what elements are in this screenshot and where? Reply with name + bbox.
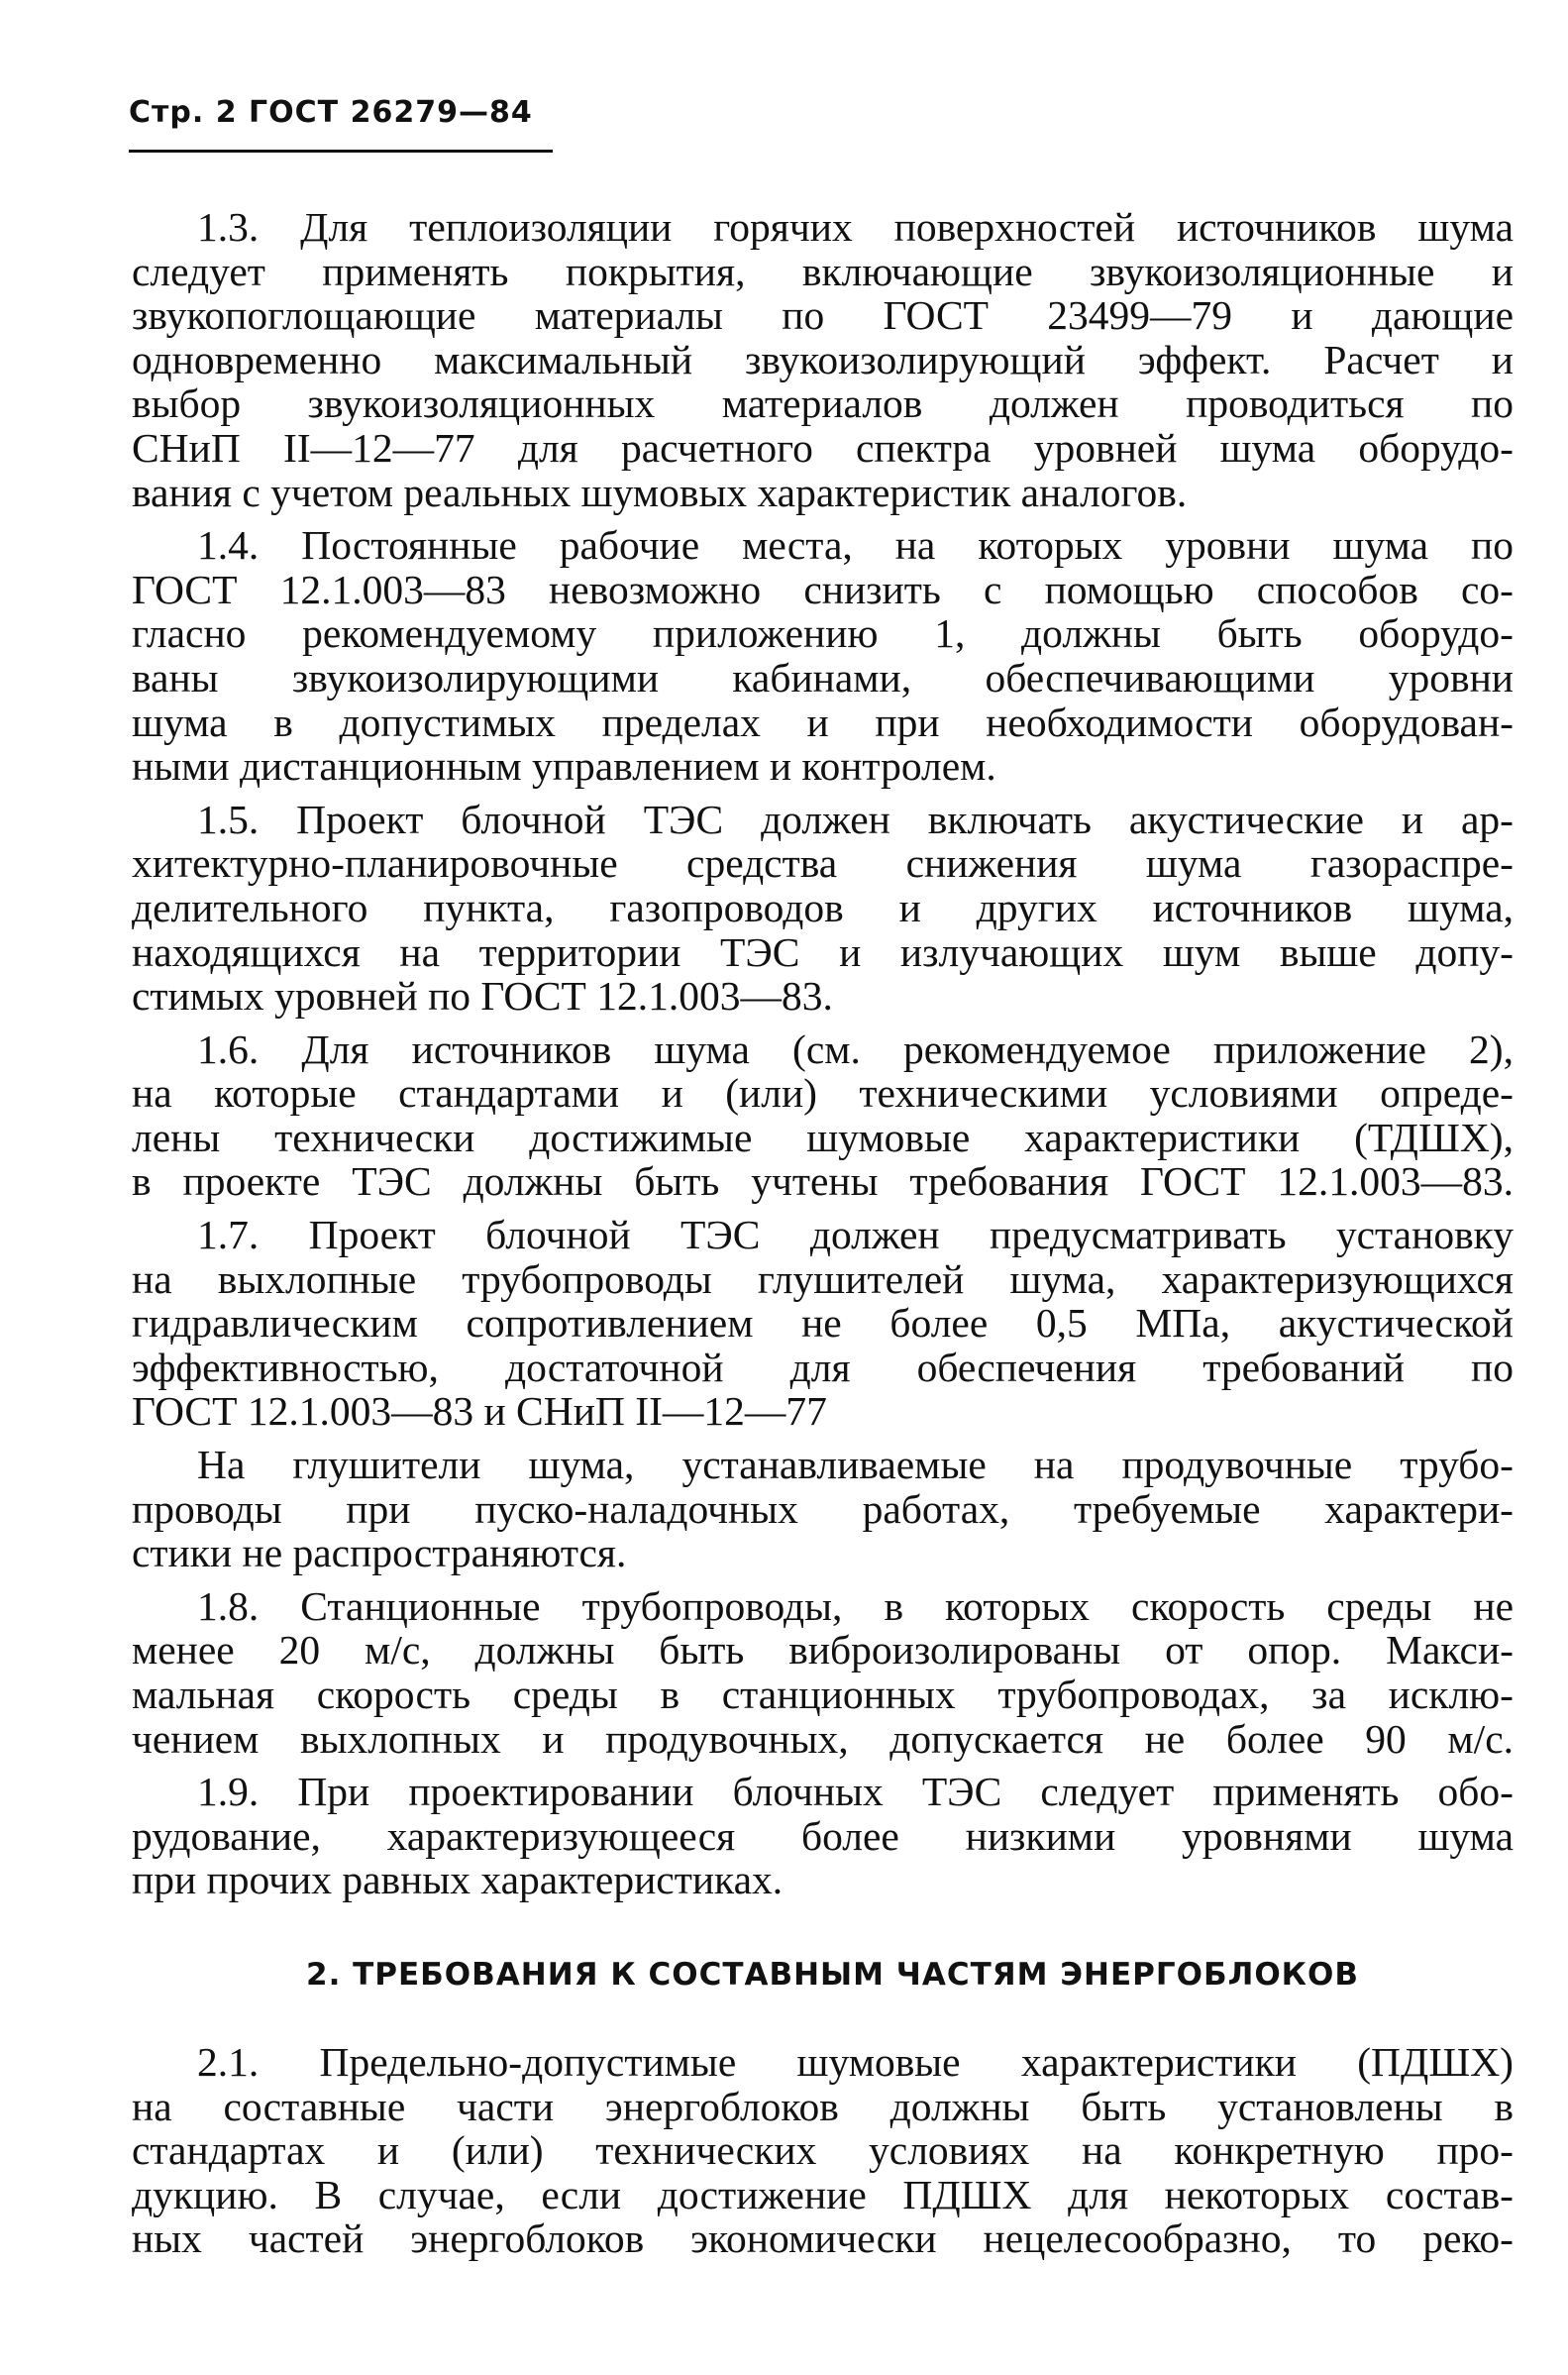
text-line: СНиП II—12—77 для расчетного спектра уровней шума оборудо- <box>132 424 1514 471</box>
paragraph-1-7 <box>132 1213 1514 1434</box>
paragraph-1-7-note <box>132 1443 1514 1575</box>
text-line: менее 20 м/с, должны быть виброизолированы от опор. Макси- <box>132 1627 1514 1673</box>
text-line: 1.4. Постоянные рабочие места, на которых уровни шума по <box>197 522 1514 569</box>
paragraph-1-6 <box>132 1027 1514 1204</box>
paragraph-2-1 <box>132 2040 1514 2261</box>
text-line: гласно рекомендуемому приложению 1, должны быть оборудо- <box>132 610 1514 657</box>
text-line: эффективностью, достаточной для обеспечения требований по <box>132 1344 1514 1390</box>
text-line: на выхлопные трубопроводы глушителей шума, характеризующихся <box>132 1255 1514 1302</box>
text-line: 1.3. Для теплоизоляции горячих поверхностей источников шума <box>197 204 1514 250</box>
text-line: рудование, характеризующееся более низкими уровнями шума <box>132 1812 1514 1859</box>
text-line: лены технически достижимые шумовые характеристики (ТДШХ), <box>132 1114 1514 1160</box>
text-line: стики не распространяются. <box>132 1530 627 1576</box>
text-line: гидравлическим сопротивлением не более 0,5 МПа, акустической <box>132 1300 1514 1347</box>
text-line: ваны звукоизолирующими кабинами, обеспечивающими уровни <box>132 654 1514 701</box>
text-line: шума в допустимых пределах и при необходимости оборудован- <box>132 699 1514 745</box>
text-line: в проекте ТЭС должны быть учтены требования ГОСТ 12.1.003—83. <box>132 1158 1514 1205</box>
text-line: ными дистанционным управлением и контролем. <box>132 743 996 790</box>
text-line: ных частей энергоблоков экономически нецелесообразно, то реко- <box>132 2215 1514 2262</box>
text-line: мальная скорость среды в станционных трубопроводах, за исклю- <box>132 1672 1514 1717</box>
text-line: хитектурно-планировочные средства снижения шума газораспре- <box>132 840 1514 887</box>
text-line: стандартах и (или) технических условиях на конкретную про- <box>132 2127 1514 2174</box>
page-header: Стр. 2 ГОСТ 26279—84 <box>129 95 533 130</box>
text-line: ГОСТ 12.1.003—83 и СНиП II—12—77 <box>132 1388 827 1435</box>
text-line: дукцию. В случае, если достижение ПДШХ для некоторых состав- <box>132 2171 1514 2217</box>
text-line: 2.1. Предельно-допустимые шумовые характеристики (ПДШХ) <box>197 2038 1514 2085</box>
text-line: чением выхлопных и продувочных, допускается не более 90 м/с. <box>132 1715 1514 1762</box>
paragraph-1-5 <box>132 798 1514 1019</box>
text-line: при прочих равных характеристиках. <box>132 1857 784 1903</box>
text-line: следует применять покрытия, включающие звукоизоляционные и <box>132 248 1514 294</box>
text-line: 1.9. При проектировании блочных ТЭС следует применять обо- <box>197 1769 1514 1815</box>
document-body <box>132 205 1514 2261</box>
header-rule <box>129 150 553 153</box>
section-heading: 2. ТРЕБОВАНИЯ К СОСТАВНЫМ ЧАСТЯМ ЭНЕРГОБЛОКОВ <box>306 1956 1359 1993</box>
text-line: проводы при пуско-наладочных работах, требуемые характери- <box>132 1485 1514 1532</box>
text-line: на которые стандартами и (или) техническими условиями опреде- <box>132 1070 1514 1117</box>
paragraph-1-8 <box>132 1584 1514 1761</box>
text-line: находящихся на территории ТЭС и излучающих шум выше допу- <box>132 928 1514 975</box>
text-line: на составные части энергоблоков должны быть установлены в <box>132 2083 1514 2129</box>
text-line: выбор звукоизоляционных материалов должен проводиться по <box>132 380 1514 427</box>
text-line: ГОСТ 12.1.003—83 невозможно снизить с помощью способов со- <box>132 566 1514 612</box>
paragraph-1-3 <box>132 205 1514 514</box>
text-line: делительного пункта, газопроводов и других источников шума, <box>132 884 1514 930</box>
text-line: 1.5. Проект блочной ТЭС должен включать акустические и ар- <box>197 796 1514 842</box>
text-line: 1.7. Проект блочной ТЭС должен предусматривать установку <box>197 1212 1514 1258</box>
text-line: вания с учетом реальных шумовых характеристик аналогов. <box>132 469 1188 515</box>
text-line: стимых уровней по ГОСТ 12.1.003—83. <box>132 973 833 1020</box>
text-line: звукопоглощающие материалы по ГОСТ 23499—79 и дающие <box>132 292 1514 339</box>
text-line: На глушители шума, устанавливаемые на продувочные трубо- <box>197 1442 1514 1488</box>
paragraph-1-4 <box>132 523 1514 789</box>
paragraph-1-9 <box>132 1770 1514 1902</box>
text-line: 1.6. Для источников шума (см. рекомендуемое приложение 2), <box>197 1026 1514 1072</box>
text-line: одновременно максимальный звукоизолирующий эффект. Расчет и <box>132 336 1514 382</box>
text-line: 1.8. Станционные трубопроводы, в которых скорость среды не <box>197 1582 1514 1629</box>
